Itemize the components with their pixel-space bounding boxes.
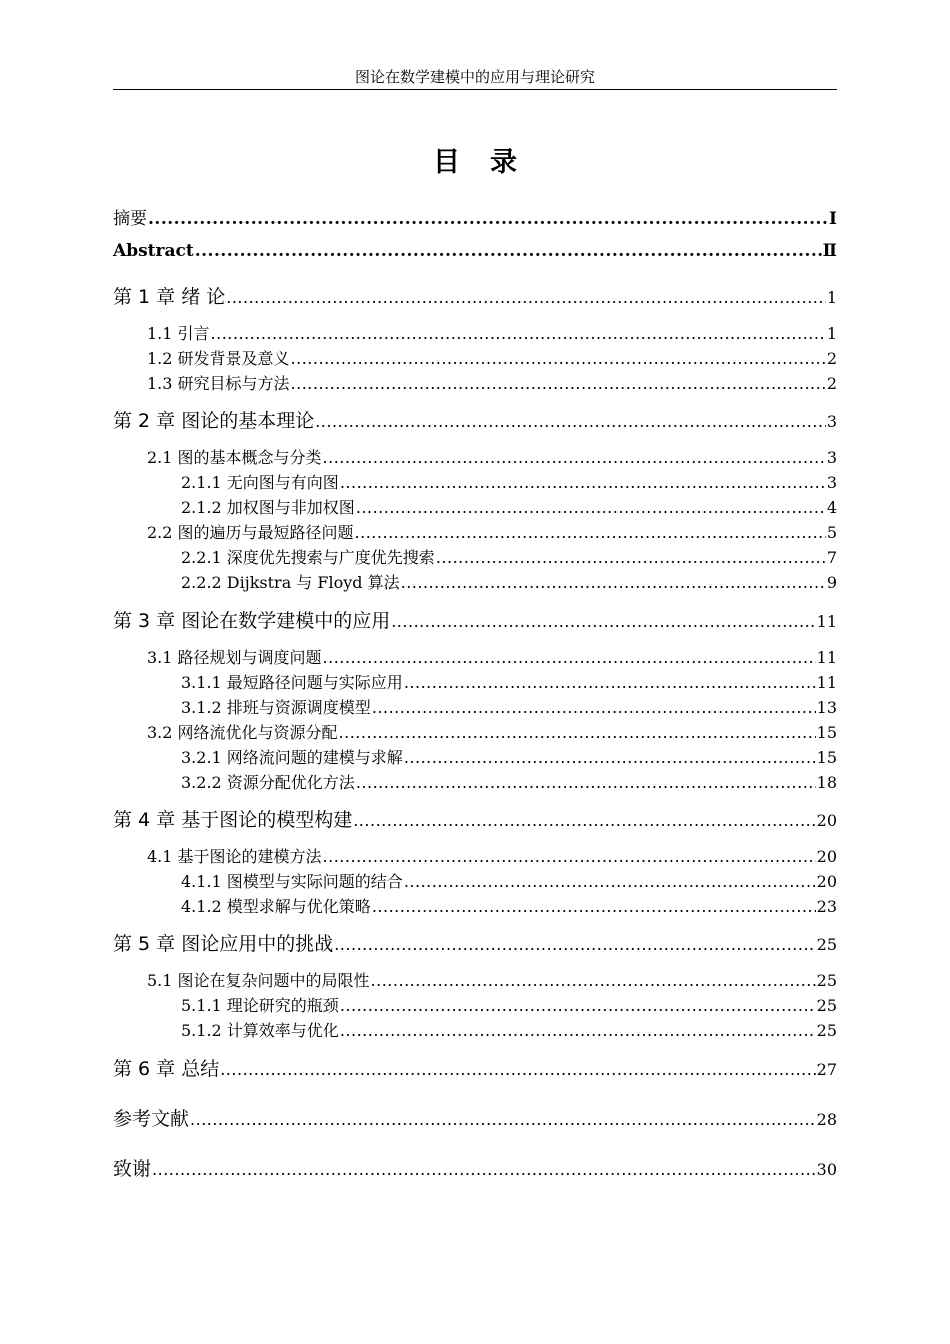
toc-entry-page: 3 bbox=[826, 448, 837, 467]
toc-leader-dots bbox=[291, 374, 826, 393]
toc-leader-dots bbox=[148, 209, 828, 229]
toc-entry-page: 28 bbox=[816, 1110, 837, 1129]
toc-leader-dots bbox=[404, 872, 816, 891]
toc-entry-page: 4 bbox=[826, 498, 837, 517]
toc-entry-label: 第 2 章 图论的基本理论 bbox=[113, 410, 315, 432]
toc-entry-chapter-3[interactable] bbox=[113, 606, 837, 633]
toc-entry-label: 5.1 图论在复杂问题中的局限性 bbox=[147, 971, 370, 990]
toc-entry-label: 2.1.2 加权图与非加权图 bbox=[181, 498, 355, 517]
toc-leader-dots bbox=[323, 847, 816, 866]
toc-entry-section-4-1[interactable] bbox=[113, 844, 837, 867]
toc-leader-dots bbox=[436, 548, 826, 567]
toc-entry-section-5-1[interactable] bbox=[113, 968, 837, 991]
toc-leader-dots bbox=[340, 1021, 816, 1040]
running-header: 图论在数学建模中的应用与理论研究 bbox=[113, 66, 837, 90]
toc-entry-acknowledgements[interactable] bbox=[113, 1154, 837, 1181]
toc-leader-dots bbox=[190, 1110, 816, 1129]
toc-entry-page: 13 bbox=[816, 698, 837, 717]
toc-entry-label: 1.2 研发背景及意义 bbox=[147, 349, 290, 368]
toc-leader-dots bbox=[355, 523, 826, 542]
toc-entry-label: 4.1.2 模型求解与优化策略 bbox=[181, 897, 371, 916]
toc-entry-page: Ⅰ bbox=[829, 209, 837, 229]
toc-entry-page: 11 bbox=[816, 648, 837, 667]
toc-leader-dots bbox=[404, 748, 816, 767]
toc-entry-section-1-3[interactable] bbox=[113, 371, 837, 394]
toc-entry-label: 1.1 引言 bbox=[147, 324, 210, 343]
toc-entry-label: 2.2.1 深度优先搜索与广度优先搜索 bbox=[181, 548, 435, 567]
toc-entry-subsection-2-2-1[interactable] bbox=[113, 545, 837, 568]
toc-entry-page: 11 bbox=[816, 612, 837, 631]
toc-entry-page: 30 bbox=[816, 1160, 837, 1179]
toc-entry-page: 2 bbox=[826, 349, 837, 368]
toc-leader-dots bbox=[353, 811, 815, 830]
toc-entry-label: 2.2.2 Dijkstra 与 Floyd 算法 bbox=[181, 573, 400, 592]
toc-entry-section-3-2[interactable] bbox=[113, 720, 837, 743]
toc-entry-label: 2.2 图的遍历与最短路径问题 bbox=[147, 523, 354, 542]
toc-entry-page: 25 bbox=[816, 935, 837, 954]
toc-entry-subsection-4-1-2[interactable] bbox=[113, 894, 837, 917]
toc-leader-dots bbox=[401, 573, 826, 592]
toc-entry-label: 第 6 章 总结 bbox=[113, 1058, 220, 1080]
toc-entry-subsection-3-2-1[interactable] bbox=[113, 745, 837, 768]
toc-entry-label: Abstract bbox=[113, 241, 194, 261]
toc-entry-page: 2 bbox=[826, 374, 837, 393]
toc-entry-subsection-2-1-1[interactable] bbox=[113, 470, 837, 493]
toc-entry-page: 5 bbox=[826, 523, 837, 542]
toc-entry-section-2-1[interactable] bbox=[113, 445, 837, 468]
toc-leader-dots bbox=[195, 241, 822, 261]
toc-entry-section-2-2[interactable] bbox=[113, 520, 837, 543]
toc-entry-page: 27 bbox=[816, 1060, 837, 1079]
toc-leader-dots bbox=[291, 349, 826, 368]
toc-leader-dots bbox=[339, 723, 816, 742]
toc-entry-chapter-4[interactable] bbox=[113, 805, 837, 832]
toc-entry-label: 第 3 章 图论在数学建模中的应用 bbox=[113, 610, 391, 632]
toc-entry-page: 20 bbox=[816, 811, 837, 830]
toc-entry-page: 15 bbox=[816, 723, 837, 742]
toc-entry-label: 5.1.1 理论研究的瓶颈 bbox=[181, 996, 339, 1015]
toc-entry-label: 4.1 基于图论的建模方法 bbox=[147, 847, 322, 866]
toc-entry-label: 3.1 路径规划与调度问题 bbox=[147, 648, 322, 667]
toc-entry-abstract-en[interactable] bbox=[113, 241, 837, 261]
toc-entry-label: 3.2.1 网络流问题的建模与求解 bbox=[181, 748, 403, 767]
toc-leader-dots bbox=[152, 1160, 816, 1179]
toc-entry-label: 摘要 bbox=[113, 209, 147, 229]
toc-leader-dots bbox=[226, 288, 826, 307]
toc-entry-page: 25 bbox=[816, 971, 837, 990]
toc-leader-dots bbox=[323, 648, 816, 667]
toc-entry-label: 第 4 章 基于图论的模型构建 bbox=[113, 809, 353, 831]
toc-entry-subsection-5-1-2[interactable] bbox=[113, 1018, 837, 1041]
toc-entry-subsection-2-2-2[interactable] bbox=[113, 570, 837, 593]
toc-entry-page: 3 bbox=[826, 473, 837, 492]
toc-entry-label: 第 5 章 图论应用中的挑战 bbox=[113, 933, 334, 955]
toc-entry-label: 2.1.1 无向图与有向图 bbox=[181, 473, 339, 492]
toc-entry-subsection-3-1-2[interactable] bbox=[113, 695, 837, 718]
toc-entry-page: 23 bbox=[816, 897, 837, 916]
toc-entry-abstract-cn[interactable] bbox=[113, 204, 837, 229]
toc-entry-section-1-2[interactable] bbox=[113, 346, 837, 369]
toc-entry-page: 1 bbox=[826, 324, 837, 343]
toc-entry-chapter-2[interactable] bbox=[113, 406, 837, 433]
toc-leader-dots bbox=[340, 996, 816, 1015]
toc-entry-subsection-3-1-1[interactable] bbox=[113, 670, 837, 693]
toc-entry-chapter-1[interactable] bbox=[113, 282, 837, 309]
toc-entry-chapter-5[interactable] bbox=[113, 929, 837, 956]
toc-entry-label: 1.3 研究目标与方法 bbox=[147, 374, 290, 393]
toc-leader-dots bbox=[356, 773, 816, 792]
toc-entry-page: 18 bbox=[816, 773, 837, 792]
toc-entry-label: 第 1 章 绪 论 bbox=[113, 286, 226, 308]
toc-leader-dots bbox=[391, 612, 815, 631]
toc-entry-chapter-6[interactable] bbox=[113, 1054, 837, 1081]
toc-leader-dots bbox=[211, 324, 826, 343]
toc-entry-page: 25 bbox=[816, 1021, 837, 1040]
toc-title: 目录 bbox=[433, 147, 547, 178]
toc-leader-dots bbox=[356, 498, 826, 517]
toc-entry-page: 20 bbox=[816, 872, 837, 891]
toc-entry-label: 3.1.1 最短路径问题与实际应用 bbox=[181, 673, 403, 692]
toc-entry-page: 1 bbox=[826, 288, 837, 307]
toc-leader-dots bbox=[404, 673, 816, 692]
toc-leader-dots bbox=[372, 698, 816, 717]
toc-leader-dots bbox=[340, 473, 826, 492]
toc-entry-page: 9 bbox=[826, 573, 837, 592]
toc-entry-label: 3.2 网络流优化与资源分配 bbox=[147, 723, 338, 742]
toc-entry-references[interactable] bbox=[113, 1104, 837, 1131]
toc-leader-dots bbox=[372, 897, 816, 916]
toc-entry-subsection-4-1-1[interactable] bbox=[113, 869, 837, 892]
toc-leader-dots bbox=[220, 1060, 815, 1079]
toc-entry-label: 3.2.2 资源分配优化方法 bbox=[181, 773, 355, 792]
toc-entry-subsection-3-2-2[interactable] bbox=[113, 770, 837, 793]
toc-entry-page: 20 bbox=[816, 847, 837, 866]
toc-entry-section-1-1[interactable] bbox=[113, 321, 837, 344]
toc-entry-page: Ⅱ bbox=[822, 241, 837, 261]
toc-entry-page: 25 bbox=[816, 996, 837, 1015]
toc-entry-section-3-1[interactable] bbox=[113, 645, 837, 668]
toc-entry-page: 11 bbox=[816, 673, 837, 692]
toc-entry-label: 致谢 bbox=[113, 1158, 152, 1180]
toc-leader-dots bbox=[323, 448, 826, 467]
toc-entry-label: 参考文献 bbox=[113, 1108, 190, 1130]
toc-leader-dots bbox=[334, 935, 815, 954]
toc-entry-subsection-5-1-1[interactable] bbox=[113, 993, 837, 1016]
toc-entry-label: 4.1.1 图模型与实际问题的结合 bbox=[181, 872, 403, 891]
toc-leader-dots bbox=[315, 412, 826, 431]
toc-entry-label: 3.1.2 排班与资源调度模型 bbox=[181, 698, 371, 717]
toc-entry-page: 7 bbox=[826, 548, 837, 567]
toc-entry-subsection-2-1-2[interactable] bbox=[113, 495, 837, 518]
toc-entry-page: 15 bbox=[816, 748, 837, 767]
toc-entry-label: 5.1.2 计算效率与优化 bbox=[181, 1021, 339, 1040]
toc-entry-label: 2.1 图的基本概念与分类 bbox=[147, 448, 322, 467]
toc-entry-page: 3 bbox=[826, 412, 837, 431]
toc-leader-dots bbox=[371, 971, 816, 990]
